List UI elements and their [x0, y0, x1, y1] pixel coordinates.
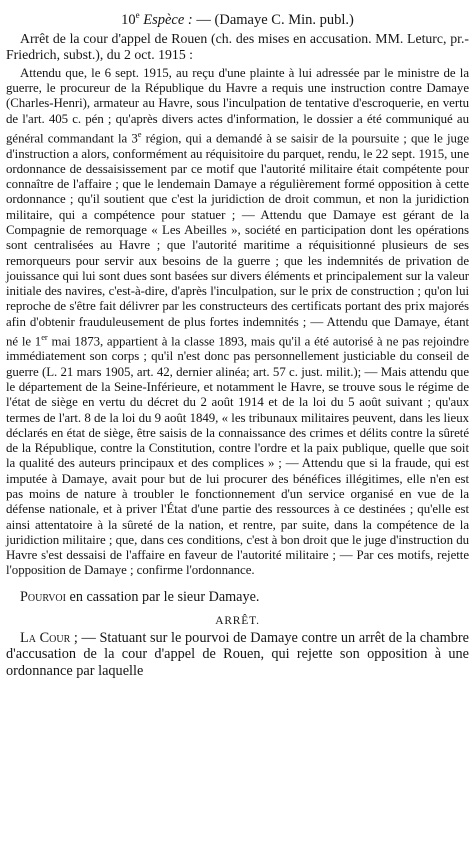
ordinal-suffix-date: er — [41, 331, 48, 342]
appeal-text: en cassation par le sieur Damaye. — [65, 588, 260, 605]
body-part-2: région, qui a demandé à se saisir de la poursuite ; que le juge d'instruction a alors, conformément au réquisitoire du parquet, rendu, le 22 sept. 1915, une ordonnance de dessaisissement par ce motif que l'autorité militaire était compétente pour connaître de l'affaire ; que le lendemain Damaye a régulièrement formé opposition à cette ordonnance ; qu'il soutient que c'est la juridiction de droit commun, et non la juridiction militaire, qui a compétence pour statuer ; — Attendu que Damaye est gérant de la Compagnie de remorquage « Les Abeilles », société en participation dont les opérations sont centralisées au Havre ; que l'autorité maritime a réquisitionné plusieurs de ses remorqueurs pour servir aux besoins de la guerre ; que les indemnités de privation de jouissance qui lui sont dues sont basées sur divers éléments et principalement sur la valeur initiale des navires, c'est-à-dire, d'après l'inculpation, sur le prix de construction ; qu'on lui reproche de s'être fait délivrer par les constructeurs des certificats portant des prix majorés afin d'obtenir frauduleusement de plus fortes indemnités ; — Attendu que Damaye, étant né le 1 — [6, 131, 469, 349]
case-number-suffix: e — [135, 10, 140, 20]
judgment-title: ARRÊT. — [215, 614, 260, 627]
case-label: Espèce : — [143, 11, 193, 28]
case-number: 10 — [121, 11, 136, 28]
decision-intro: Arrêt de la cour d'appel de Rouen (ch. des mises en accusation. MM. Leturc, pr.-Friedrich, subst.), du 2 oct. 1915 : — [6, 30, 469, 62]
body-part-3: mai 1873, appartient à la classe 1893, mais qu'il a été autorisé à ne pas rejoindre immédiatement son corps ; qu'il n'est donc pas personnellement justiciable du conseil de guerre (L. 21 mars 1905, art. 42, dernier alinéa; art. 57 c. just. milit.); — Mais attendu que le département de la Seine-Inférieure, et notamment le Havre, se trouve sous le régime de l'état de siège en vertu du décret du 2 août 1914 et de la loi du 5 août suivant ; qu'aux termes de l'art. 8 de la loi du 9 août 1849, « les tribunaux militaires peuvent, dans les lieux déclarés en état de siège, être saisis de la connaissance des crimes et délits contre la sûreté de la République, contre la Constitution, contre l'ordre et la paix publique, quelle que soit la qualité des auteurs principaux et des complices » ; — Attendu que si la fraude, qui est imputée à Damaye, avait pour but de lui procurer des bénéfices illégitimes, elle n'en est pas moins de nature à troubler le fonctionnement d'un service organisé en vue de la défense nationale, et à priver l'État d'une partie des ressources à ce destinées ; qu'elle est ainsi attentatoire à la sûreté de la nation, et rentre, par suite, dans la compétence de la juridiction militaire ; que, dans ces conditions, c'est à bon droit que le juge d'instruction du Havre s'est dessaisi de l'affaire en faveur de l'autorité militaire ; — Par ces motifs, rejette l'opposition de Damaye ; confirme l'ordonnance. — [6, 334, 469, 578]
decision-body — [6, 66, 469, 579]
appeal-keyword: Pourvoi — [20, 588, 66, 605]
ordinal-suffix-region: e — [137, 128, 142, 139]
case-parties: — (Damaye C. Min. publ.) — [196, 11, 354, 28]
court-keyword: La Cour — [20, 629, 71, 646]
case-heading — [6, 6, 469, 29]
judgment-body: ; — Statuant sur le pourvoi de Damaye contre un arrêt de la chambre d'accusation de la cour d'appel de Rouen, qui rejette son opposition à une ordonnance par laquelle — [6, 629, 469, 679]
body-part-1: Attendu que, le 6 sept. 1915, au reçu d'une plainte à lui adressée par le ministre de la guerre, le procureur de la République du Havre a requis une instruction contre Damaye (Charles-Henri), armateur au Havre, sous l'inculpation de tentative d'escroquerie, en vertu de l'art. 405 c. pén ; qu'après divers actes d'information, le dossier a été communiqué au général commandant la 3 — [6, 65, 469, 146]
appeal-line — [6, 588, 469, 606]
judgment-text — [6, 630, 469, 679]
